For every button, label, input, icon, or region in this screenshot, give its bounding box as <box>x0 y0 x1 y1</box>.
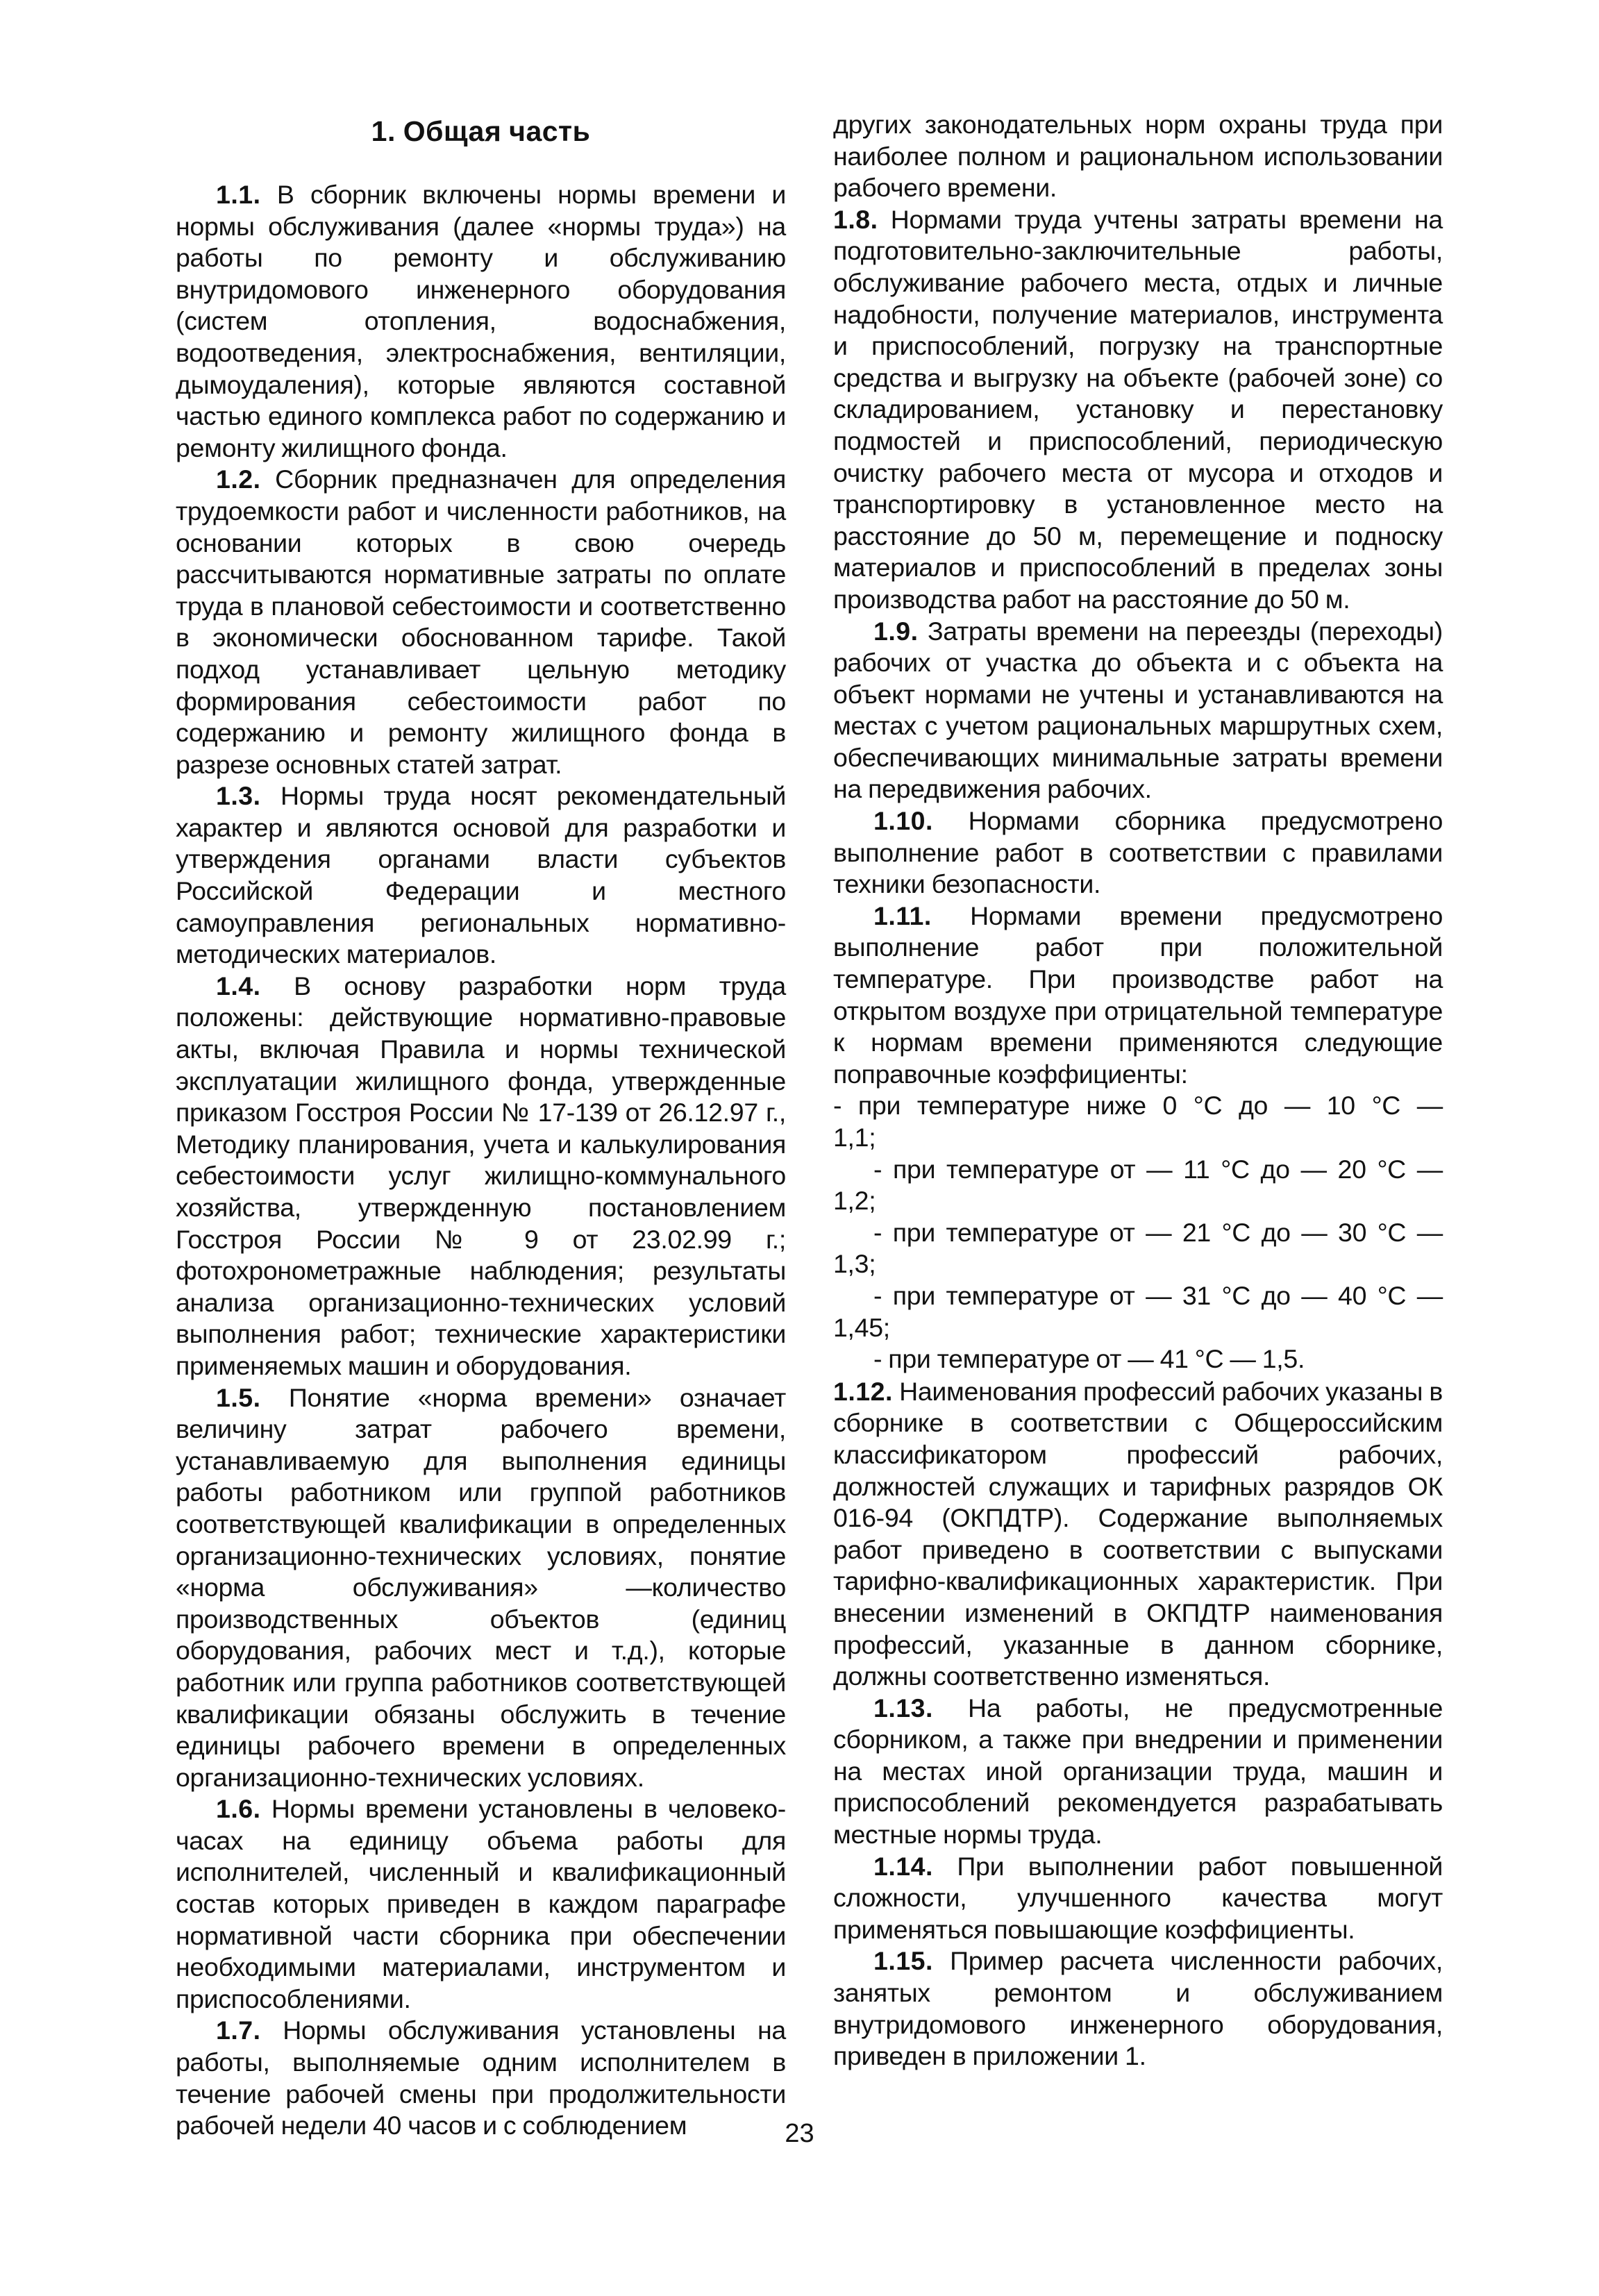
paragraph-number: 1.14. <box>873 1851 933 1881</box>
paragraph-1-6 <box>176 1793 786 2015</box>
paragraph-text: Нормы времени установлены в человеко-часах на единицу объема работы для исполнителей, численный и квалификационный состав которых приведен в каждом параграфе нормативной части сборника при обеспечении необходимыми материалами, инструментом и приспособлениями. <box>176 1794 786 2013</box>
paragraph-number: 1.15. <box>873 1946 933 1976</box>
continued-paragraph: других законодательных норм охраны труда при наиболее полном и рациональном использовании рабочего времени. <box>833 110 1443 203</box>
paragraph-text: При выполнении работ повышенной сложности, улучшенного качества могут применяться повышающие коэффициенты. <box>833 1851 1443 1944</box>
coefficient-item-last: - при температуре от — 41 °С — 1,5. <box>873 1344 1305 1374</box>
coefficient-value: 1,45; <box>833 1312 890 1342</box>
paragraph-number: 1.2. <box>216 464 261 494</box>
paragraph-number: 1.12. <box>833 1376 893 1406</box>
paragraph-number: 1.11. <box>873 900 932 930</box>
paragraph-text: Понятие «норма времени» означает величину затрат рабочего времени, устанавливаемую для выполнения единицы работы работником или группой работников соответствующей квалификации в определенных организационно-технических условиях, понятие «норма обслуживания» —количество производственных объектов (единиц оборудования, рабочих мест и т.д.), которые работник или группа работников соответствующей квалификации обязаны обслужить в течение единицы рабочего времени в определенных организационно-технических условиях. <box>176 1382 786 1792</box>
paragraph-number: 1.6. <box>216 1794 261 1824</box>
right-column <box>833 109 1443 2072</box>
paragraph-number: 1.8. <box>833 204 878 234</box>
paragraph-text: Нормы труда носят рекомендательный характер и являются основой для разработки и утверждения органами власти субъектов Российской Федерации и местного самоуправления региональных нормативно-методических материалов. <box>176 781 786 969</box>
section-title: 1. Общая часть <box>371 115 591 147</box>
paragraph-1-11 <box>833 900 1443 1091</box>
paragraph-1-14 <box>833 1851 1443 1946</box>
paragraph-1-15 <box>833 1945 1443 2072</box>
paragraph-text: Нормами сборника предусмотрено выполнение работ в соответствии с правилами техники безопасности. <box>833 806 1443 899</box>
paragraph-number: 1.10. <box>873 806 933 836</box>
coefficient-range: - при температуре от — 21 °С до — 30 °С — <box>873 1217 1443 1247</box>
paragraph-1-1 <box>176 179 786 464</box>
paragraph-text: В сборник включены нормы времени и нормы обслуживания (далее «нормы труда») на работы по ремонту и обслуживанию внутридомового инженерного оборудования (систем отопления, водоснабжения, водоотведения, электроснабжения, вентиляции, дымоудаления), которые являются составной частью единого комплекса работ по содержанию и ремонту жилищного фонда. <box>176 180 786 462</box>
coefficient-range: - при температуре ниже 0 °С до — 10 °С — <box>833 1091 1443 1121</box>
left-paragraphs <box>176 179 786 2142</box>
paragraph-text: Нормы обслуживания установлены на работы, выполняемые одним исполнителем в течение рабочей смены при продолжительности рабочей недели 40 часов и с соблюдением <box>176 2016 786 2140</box>
paragraph-text: Пример расчета численности рабочих, занятых ремонтом и обслуживанием внутридомового инженерного оборудования, приведен в приложении 1. <box>833 1946 1443 2071</box>
paragraph-1-12 <box>833 1376 1443 1693</box>
paragraph-text: Нормами труда учтены затраты времени на подготовительно-заключительные работы, обслуживание рабочего места, отдых и личные надобности, получение материалов, инструмента и приспособлений, погрузку на транспортные средства и выгрузку на объекте (рабочей зоне) со складированием, установку и перестановку подмостей и приспособлений, периодическую очистку рабочего места от мусора и отходов и транспортировку в установленное место на расстояние до 50 м, перемещение и подноску материалов и приспособлений в пределах зоны производства работ на расстояние до 50 м. <box>833 204 1443 614</box>
paragraph-number: 1.13. <box>873 1693 933 1723</box>
paragraph-1-2 <box>176 464 786 780</box>
paragraph-number: 1.7. <box>216 2016 261 2045</box>
paragraph-number: 1.4. <box>216 971 261 1000</box>
coefficient-value: 1,2; <box>833 1186 876 1216</box>
page-number: 23 <box>785 2119 814 2148</box>
paragraph-1-3 <box>176 780 786 971</box>
paragraph-1-13 <box>833 1693 1443 1851</box>
paragraph-text: На работы, не предусмотренные сборником, а также при внедрении и применении на местах иной организации труда, машин и приспособлений рекомендуется разрабатывать местные нормы труда. <box>833 1693 1443 1850</box>
coefficient-list <box>833 1090 1443 1343</box>
paragraph-1-4 <box>176 971 786 1382</box>
paragraph-text: В основу разработки норм труда положены: действующие нормативно-правовые акты, включая Правила и нормы технической эксплуатации жилищного фонда, утвержденные приказом Госстроя России № 17-139 от 26.12.97 г., Методику планирования, учета и калькулирования себестоимости услуг жилищно-коммунального хозяйства, утвержденную постановлением Госстроя России № 9 от 23.02.99 г.; фотохронометражные наблюдения; результаты анализа организационно-технических условий выполнения работ; технические характеристики применяемых машин и оборудования. <box>176 971 786 1380</box>
paragraph-number: 1.3. <box>216 781 261 811</box>
left-column <box>176 104 786 2142</box>
right-paragraphs-b <box>833 1376 1443 2072</box>
paragraph-text: Затраты времени на переезды (переходы) рабочих от участка до объекта и с объекта на объект нормами не учтены и устанавливаются на местах с учетом рациональных маршрутных схем, обеспечивающих минимальные затраты времени на передвижения рабочих. <box>833 616 1443 804</box>
paragraph-text: Наименования профессий рабочих указаны в сборнике в соответствии с Общероссийским классификатором профессий рабочих, должностей служащих и тарифных разрядов ОК 016-94 (ОКПДТР). Содержание выполняемых работ приведено в соответствии с выпусками тарифно-квалификационных характеристик. При внесении изменений в ОКПДТР наименования профессий, указанные в данном сборнике, должны соответственно изменяться. <box>833 1376 1443 1691</box>
paragraph-number: 1.5. <box>216 1382 261 1412</box>
coefficient-value: 1,1; <box>833 1123 876 1152</box>
paragraph-number: 1.9. <box>873 616 919 646</box>
paragraph-1-9 <box>833 616 1443 806</box>
coefficient-value: 1,3; <box>833 1249 876 1279</box>
paragraph-text: Сборник предназначен для определения трудоемкости работ и численности работников, на основании которых в свою очередь рассчитываются нормативные затраты по оплате труда в плановой себестоимости и соответственно в экономически обоснованном тарифе. Такой подход устанавливает цельную методику формирования себестоимости работ по содержанию и ремонту жилищного фонда в разрезе основных статей затрат. <box>176 464 786 779</box>
coefficient-range: - при температуре от — 31 °С до — 40 °С — <box>873 1280 1443 1310</box>
paragraph-1-8 <box>833 204 1443 616</box>
paragraph-1-5 <box>176 1382 786 1794</box>
paragraph-1-10 <box>833 805 1443 900</box>
right-paragraphs-a <box>833 204 1443 1091</box>
coefficient-range: - при температуре от — 11 °С до — 20 °С — <box>873 1154 1443 1184</box>
paragraph-text: Нормами времени предусмотрено выполнение работ при положительной температуре. При производстве работ на открытом воздухе при отрицательной температуре к нормам времени применяются следующие поправочные коэффициенты: <box>833 900 1443 1089</box>
paragraph-number: 1.1. <box>216 180 261 209</box>
